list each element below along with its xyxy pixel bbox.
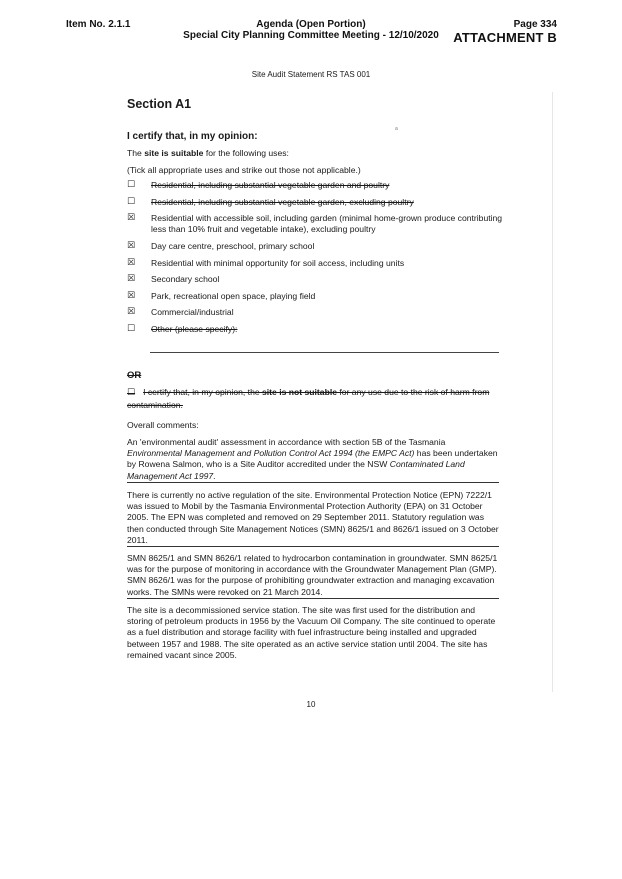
page-reference: Page 334: [513, 19, 557, 30]
use-checkbox[interactable]: ☐: [127, 324, 136, 334]
use-checkbox[interactable]: ☒: [127, 241, 136, 251]
divider: [127, 598, 499, 599]
use-checkbox[interactable]: ☒: [127, 213, 136, 223]
scan-mark: a: [395, 126, 398, 132]
divider: [127, 546, 499, 547]
item-number: Item No. 2.1.1: [66, 19, 131, 30]
comment-paragraph-regulation: There is currently no active regulation of the site. Environmental Protection Notice (EPN) 7222/1 was issued to Mobil by the Tasmania Environmental Protection Authority (EPA) on 31 October 2005. The EPN was completed and removed on 29 September 2011. Statutory regulation was then conducted through Site Management Notices (SMN) 8625/1 and 8626/1 issued on 3 October 2011.: [127, 490, 499, 545]
comment-paragraph-smn: SMN 8625/1 and SMN 8626/1 related to hydrocarbon contamination in groundwater. SMN 8625/1 was for the purpose of monitoring in accordance with the Groundwater Management Plan (GMP). SMN 8626/1 was for the purpose of prohibiting groundwater extraction and managing excavation works. The SMNs were revoked on 21 March 2014.: [127, 553, 498, 597]
suitable-statement: The site is suitable for the following uses:: [127, 148, 289, 158]
use-label: Residential, including substantial vegetable garden, excluding poultry: [151, 197, 414, 207]
certify-heading: I certify that, in my opinion:: [127, 131, 258, 142]
comment-paragraph-audit: An 'environmental audit' assessment in accordance with section 5B of the Tasmania Environmental Management and Pollution Control Act 1994 (the EMPC Act) has been undertaken by Rowena Salmon, who is a Site Auditor accredited under the NSW Contaminated Land Management Act 1997.: [127, 437, 498, 481]
use-label: Commercial/industrial: [151, 307, 234, 317]
use-checkbox[interactable]: ☒: [127, 258, 136, 268]
page-number: 10: [306, 700, 316, 709]
not-suitable-checkbox[interactable]: ☐: [127, 388, 136, 398]
use-label: Other (please specify):: [151, 324, 238, 334]
overall-comments-label: Overall comments:: [127, 420, 199, 430]
scan-page-edge: [552, 92, 553, 692]
statement-reference: Site Audit Statement RS TAS 001: [251, 70, 371, 79]
tick-instruction: (Tick all appropriate uses and strike out those not applicable.): [127, 165, 361, 175]
specify-underline: [150, 352, 499, 353]
use-checkbox[interactable]: ☒: [127, 274, 136, 284]
meeting-title: Special City Planning Committee Meeting - 12/10/2020: [183, 30, 439, 41]
comment-paragraph-history: The site is a decommissioned service station. The site was first used for the distribution and storing of petroleum products in 1956 by the Vacuum Oil Company. The site continued to operate as a fuel distribution and storage facility with fuel infrastructure being installed and upgraded between 1957 and 1988. The site operated as an active service station until 2004. The site has remained vacant since 2005.: [127, 605, 496, 660]
use-checkbox[interactable]: ☐: [127, 197, 136, 207]
use-checkbox[interactable]: ☐: [127, 180, 136, 190]
use-label: Day care centre, preschool, primary school: [151, 241, 315, 251]
or-label: OR: [127, 370, 142, 381]
use-label: Park, recreational open space, playing field: [151, 291, 316, 301]
use-label: Residential with minimal opportunity for soil access, including units: [151, 258, 405, 268]
agenda-title: Agenda (Open Portion): [256, 19, 366, 30]
use-checkbox[interactable]: ☒: [127, 291, 136, 301]
use-checkbox[interactable]: ☒: [127, 307, 136, 317]
use-label: Secondary school: [151, 274, 220, 284]
not-suitable-statement: ☐ I certify that, in my opinion, the site is not suitable for any use due to the risk of harm from contamination.: [127, 387, 490, 410]
use-label: Residential, including substantial vegetable garden and poultry: [151, 180, 390, 190]
divider: [127, 482, 499, 483]
section-title: Section A1: [127, 97, 192, 111]
attachment-label: ATTACHMENT B: [453, 30, 557, 45]
use-label: Residential with accessible soil, including garden (minimal home-grown produce contributing less than 10% fruit and vegetable intake), excluding poultry: [151, 213, 503, 234]
